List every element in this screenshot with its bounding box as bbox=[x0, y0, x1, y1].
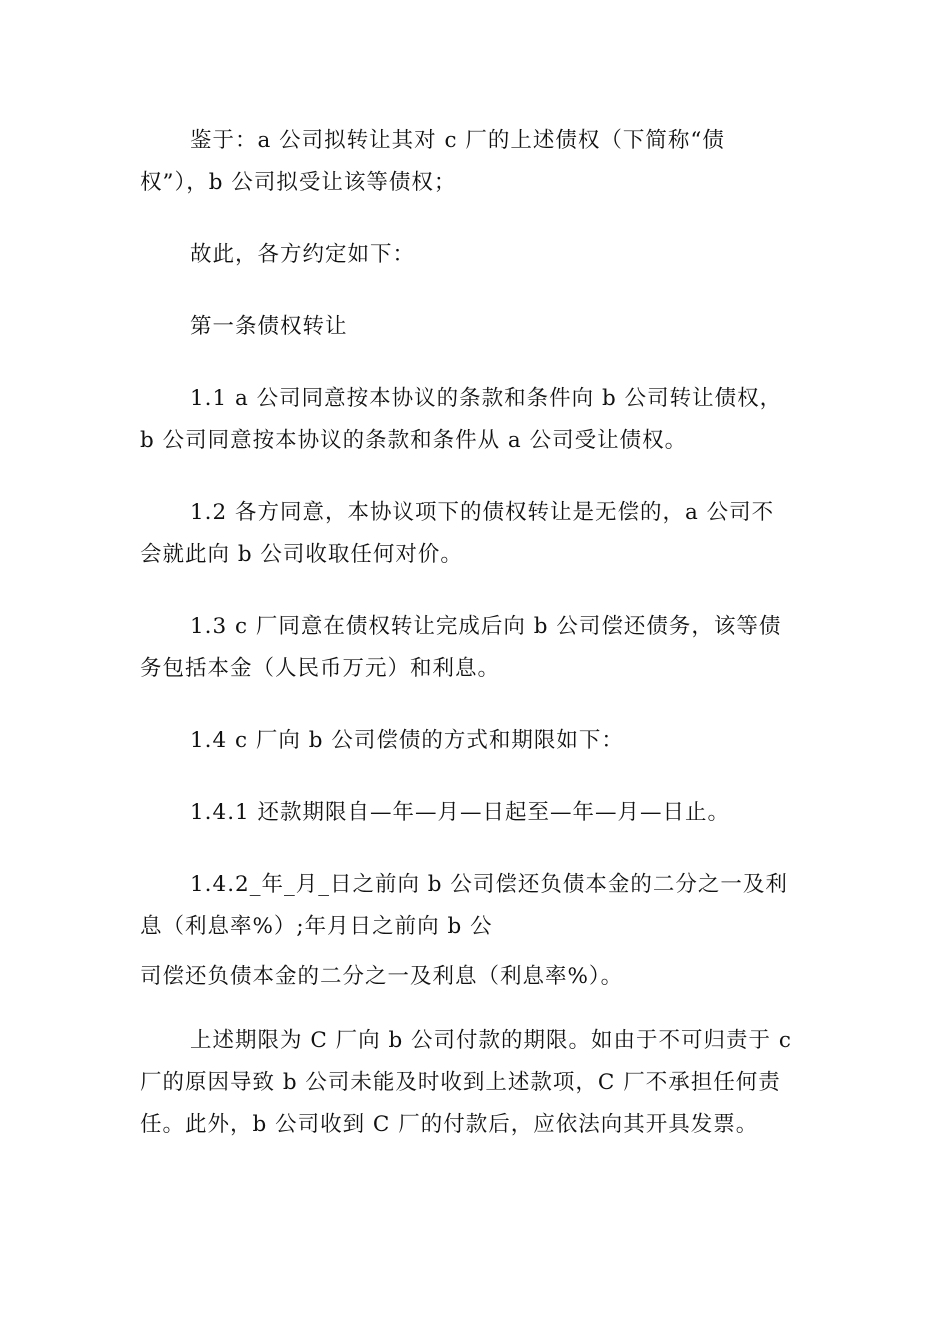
text-line: 故此，各方约定如下： bbox=[190, 242, 416, 267]
clause-1-4-2 bbox=[140, 864, 820, 948]
clause-1-4-2-continued bbox=[140, 956, 820, 998]
text-line: 厂的原因导致 b 公司未能及时收到上述款项，C 厂不承担任何责 bbox=[140, 1070, 781, 1095]
text-line: 息（利息率%）;年月日之前向 b 公 bbox=[140, 914, 493, 939]
clause-1-1 bbox=[140, 378, 820, 462]
agreement-intro bbox=[140, 234, 820, 276]
text-line: 会就此向 b 公司收取任何对价。 bbox=[140, 542, 463, 567]
text-line: 1.2 各方同意，本协议项下的债权转让是无偿的，a 公司不 bbox=[190, 500, 775, 525]
text-line: 任。此外，b 公司收到 C 厂的付款后，应依法向其开具发票。 bbox=[140, 1112, 759, 1137]
clause-1-4-1 bbox=[140, 792, 820, 834]
document-body bbox=[140, 120, 820, 1146]
text-line: 1.4 c 厂向 b 公司偿债的方式和期限如下： bbox=[190, 728, 624, 753]
text-line: 司偿还负债本金的二分之一及利息（利息率%）。 bbox=[140, 964, 624, 989]
text-line: 1.4.2_年_月_日之前向 b 公司偿还负债本金的二分之一及利 bbox=[190, 872, 788, 897]
clause-1-3 bbox=[140, 606, 820, 690]
payment-term-paragraph bbox=[140, 1020, 820, 1146]
text-line: 鉴于：a 公司拟转让其对 c 厂的上述债权（下简称“债 bbox=[190, 128, 725, 153]
text-line: 务包括本金（人民币万元）和利息。 bbox=[140, 656, 501, 681]
text-line: 第一条债权转让 bbox=[190, 314, 348, 339]
clause-1-2 bbox=[140, 492, 820, 576]
text-line: 上述期限为 C 厂向 b 公司付款的期限。如由于不可归责于 c bbox=[190, 1028, 792, 1053]
article-heading bbox=[140, 306, 820, 348]
text-line: 1.1 a 公司同意按本协议的条款和条件向 b 公司转让债权， bbox=[190, 386, 783, 411]
text-line: 1.3 c 厂同意在债权转让完成后向 b 公司偿还债务，该等债 bbox=[190, 614, 782, 639]
text-line: b 公司同意按本协议的条款和条件从 a 公司受让债权。 bbox=[140, 428, 688, 453]
recital-paragraph bbox=[140, 120, 820, 204]
clause-1-4 bbox=[140, 720, 820, 762]
text-line: 1.4.1 还款期限自—年—月—日起至—年—月—日止。 bbox=[190, 800, 731, 825]
text-line: 权”），b 公司拟受让该等债权； bbox=[140, 170, 457, 195]
